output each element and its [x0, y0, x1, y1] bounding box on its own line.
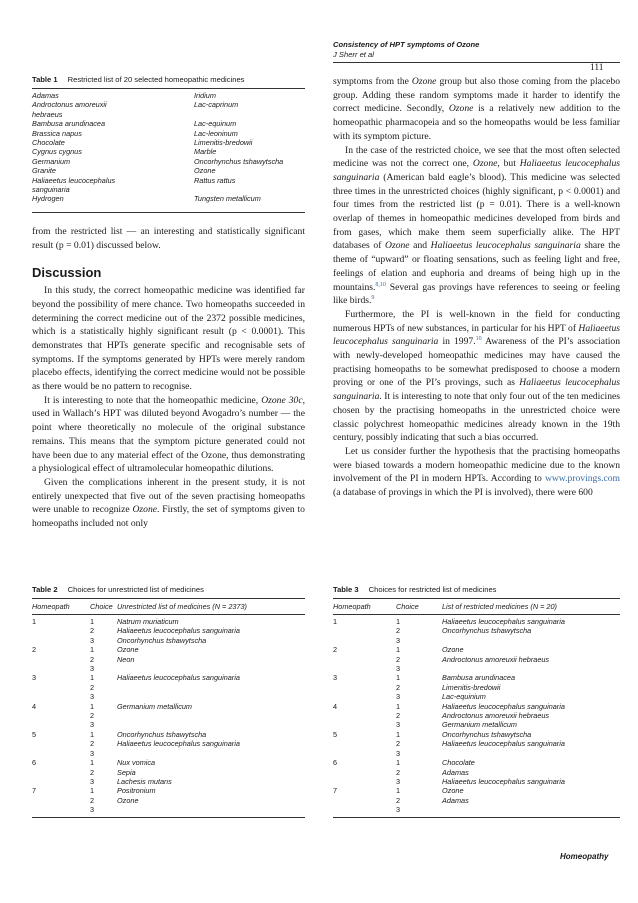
cell-medicine: Androctonus amoreuxii hebraeus: [442, 654, 550, 664]
cell-choice: 2: [90, 711, 95, 721]
cell-medicine: Adamas: [442, 795, 469, 805]
cell-homeopath: [32, 711, 90, 720]
cell-homeopath: [333, 749, 396, 758]
cell-homeopath: [32, 636, 90, 645]
cell-choice: 2: [396, 654, 401, 664]
table2-header-list: Unrestricted list of medicines (N = 2373): [117, 602, 247, 611]
table1-entry: Germanium: [32, 156, 71, 166]
table2-header-rule: [32, 614, 305, 615]
cell-choice: 2: [90, 795, 95, 805]
section-heading-discussion: Discussion: [32, 265, 102, 281]
paragraph-right-2: In the case of the restricted choice, we see that the most often selected medicine was not the correct one, Ozone, but Haliaeetus leucocephalus sanguinaria (American bald eagle’s blood). This medicine was selected three times in the unrestricted choices (highly significant, p < 0.0001) and four times from the restricted list (p = 0.01). There is a well-known overlap of themes in homeopathic medicines developed from birds and from gases, which make them seem superficially alike. The HPT databases of Ozone and Haliaeetus leucocephalus sanguinaria share the theme of “upward” or floating sensations, such as feeling light and free, feelings of elation and euphoria and dreams of being high up in the mountains.$^{8,10}$ Several gas provings have references to seeing or feeling like birds.$^9$: [333, 144, 620, 307]
table1-entry: Lac-equinum: [194, 119, 237, 129]
paragraph-intro: from the restricted list — an interesting and statistically significant result (p = 0.01) discussed below.: [32, 226, 305, 251]
table3-caption-text: Choices for restricted list of medicines: [368, 585, 497, 594]
table3-body: [333, 617, 620, 815]
cell-medicine: Germanium metallicum: [442, 720, 518, 730]
table3-header-list: List of restricted medicines (N = 20): [442, 602, 557, 611]
table-row: [32, 796, 305, 805]
paragraph-right-4: Let us consider further the hypothesis that the practising homeopaths were biased towards a modern homeopathic medicine due to the known involvement of the PI in modern HPTs. According to www.provings.com (a database of provings in which the PI is involved), there were 600: [333, 445, 620, 499]
cell-choice: 3: [396, 664, 401, 674]
cell-homeopath: [32, 720, 90, 729]
reference-9[interactable]: 9: [371, 295, 375, 302]
cell-medicine: [117, 683, 305, 692]
cell-homeopath: 5: [333, 729, 338, 739]
table1-top-rule: [32, 88, 305, 89]
table-row: [32, 673, 305, 682]
table-row: [32, 617, 305, 626]
cell-homeopath: [32, 692, 90, 701]
cell-choice: 3: [90, 692, 95, 702]
cell-medicine: Oncorhynchus tshawytscha: [117, 729, 207, 739]
cell-choice: 1: [90, 645, 95, 655]
table1-entry: Lac-leoninum: [194, 128, 238, 138]
cell-choice: 2: [396, 711, 401, 721]
table1-entry: [194, 185, 304, 194]
table-row: [333, 645, 620, 654]
cell-medicine: Oncorhynchus tshawytscha: [442, 729, 532, 739]
running-head-authors: J Sherr et al: [333, 50, 374, 59]
table1-entry: Brassica napus: [32, 128, 82, 138]
cell-homeopath: [333, 711, 396, 720]
cell-homeopath: 6: [333, 758, 338, 768]
table2-caption: [32, 585, 204, 594]
cell-choice: 1: [396, 758, 401, 768]
cell-choice: 1: [90, 617, 95, 626]
paragraph-discussion-2: It is interesting to note that the homeopathic medicine, Ozone 30c, used in Wallach’s HPT was diluted beyond Avogadro’s number — the point where theoretically no molecule of the original substance remains. This means that the symptom picture generated could not have been due to any material effect of the Ozone, thus demonstrating a physiological effect of ultramolecular homeopathic dilutions.: [32, 394, 306, 475]
table2-header-choice: Choice: [90, 602, 113, 611]
cell-medicine: Ozone: [117, 645, 139, 655]
cell-homeopath: 4: [32, 701, 37, 711]
table1-entry: Iridium: [194, 91, 216, 100]
table1-entry: Oncorhynchus tshawytscha: [194, 156, 284, 166]
cell-homeopath: [333, 796, 396, 805]
table-row: [333, 749, 620, 758]
table-row: [333, 739, 620, 748]
cell-medicine: Bambusa arundinacea: [442, 673, 516, 683]
cell-choice: 3: [396, 805, 401, 815]
table-row: [333, 730, 620, 739]
cell-homeopath: 6: [32, 758, 37, 768]
cell-homeopath: 7: [32, 786, 37, 796]
table-row: [32, 758, 305, 767]
cell-homeopath: [333, 805, 396, 814]
cell-homeopath: [333, 692, 396, 701]
table-row: [333, 617, 620, 626]
cell-choice: 2: [396, 739, 401, 749]
table-row: [333, 768, 620, 777]
cell-choice: 2: [90, 767, 95, 777]
cell-homeopath: [32, 768, 90, 777]
cell-choice: 3: [396, 720, 401, 730]
cell-homeopath: [32, 739, 90, 748]
cell-homeopath: 2: [32, 645, 37, 655]
table2-header-homeopath: Homeopath: [32, 602, 70, 611]
paragraph-discussion-3: Given the complications inherent in the present study, it is not entirely unexpected that five out of the seven practising homeopaths were unable to recognize Ozone. Firstly, the set of symptoms given to homeopaths included not only: [32, 476, 305, 530]
table1-entry: Hydrogen: [32, 194, 64, 204]
table-row: [333, 777, 620, 786]
cell-medicine: Natrum muriaticum: [117, 617, 179, 626]
cell-choice: 1: [396, 673, 401, 683]
cell-homeopath: [333, 768, 396, 777]
table3-bottom-rule: [333, 817, 620, 818]
table2-caption-text: Choices for unrestricted list of medicines: [67, 585, 204, 594]
table2-top-rule: [32, 598, 305, 599]
table3-label: Table 3: [333, 585, 359, 594]
table1-entry: Adamas: [32, 91, 59, 100]
cell-homeopath: [333, 683, 396, 692]
cell-medicine: [442, 636, 620, 645]
page-number: 111: [590, 63, 604, 73]
paragraph-right-1: symptoms from the Ozone group but also those coming from the placebo group. Adding these random symptoms made it harder to identify the correct medicine. Secondly, Ozone is a relatively new addition to the homeopathic pharmacopeia and so the homeopaths would be less familiar with its symptom picture.: [333, 76, 621, 142]
cell-homeopath: 7: [333, 786, 338, 796]
table1-entry: Granite: [32, 166, 56, 176]
cell-choice: 1: [90, 729, 95, 739]
left-column: [32, 225, 305, 531]
table-row: [333, 758, 620, 767]
table-row: [32, 636, 305, 645]
cell-homeopath: [32, 796, 90, 805]
table-row: [333, 626, 620, 635]
cell-homeopath: [333, 655, 396, 664]
cell-medicine: Ozone: [442, 645, 464, 655]
table2: [32, 602, 305, 611]
table2-label: Table 2: [32, 585, 58, 594]
table1-entry: [194, 110, 304, 119]
table1-caption-text: Restricted list of 20 selected homeopathic medicines: [67, 75, 245, 84]
table3-header-rule: [333, 614, 620, 615]
cell-medicine: Chocolate: [442, 758, 475, 768]
cell-medicine: Limenitis-bredowii: [442, 682, 501, 692]
cell-choice: 3: [90, 805, 95, 815]
cell-medicine: [442, 749, 620, 758]
table-row: [32, 730, 305, 739]
table-row: [333, 720, 620, 729]
cell-homeopath: 1: [333, 617, 338, 626]
table1-entry: Bambusa arundinacea: [32, 119, 106, 129]
cell-homeopath: [333, 720, 396, 729]
table3-header-homeopath: Homeopath: [333, 602, 371, 611]
cell-choice: 1: [90, 786, 95, 796]
table-row: [333, 805, 620, 814]
table-row: [32, 702, 305, 711]
cell-choice: 1: [396, 701, 401, 711]
reference-8-10[interactable]: 8,10: [375, 281, 386, 288]
cell-medicine: Sepia: [117, 767, 136, 777]
table1-entry: sanguinaria: [32, 185, 70, 195]
table-row: [333, 711, 620, 720]
table1-entry: Cygnus cygnus: [32, 147, 82, 157]
cell-choice: 3: [90, 664, 95, 674]
table-row: [333, 786, 620, 795]
table1-bottom-rule: [32, 212, 305, 213]
cell-medicine: Oncorhynchus tshawytscha: [442, 626, 532, 636]
cell-homeopath: [32, 655, 90, 664]
cell-homeopath: 1: [32, 617, 37, 626]
table3-header-row: [333, 602, 620, 611]
cell-choice: 2: [90, 654, 95, 664]
table1-label: Table 1: [32, 75, 58, 84]
table-row: [32, 626, 305, 635]
paragraph-discussion-1: In this study, the correct homeopathic medicine was identified far beyond the possibility of mere chance. Two homeopaths succeeded in determining the correct medicine out of the 2372 possible medicines, which is a statistically highly significant result (p < 0.0001). This demonstrates that HPTs generate specific and recognisable sets of symptoms. If the symptoms generated by HPTs were merely random placebo effects, identifying the correct medicine would not be possible as there would be no pattern to recognise.: [32, 285, 305, 393]
table1-entry: Rattus rattus: [194, 175, 236, 185]
reference-10[interactable]: 10: [475, 336, 482, 343]
table-row: [32, 664, 305, 673]
cell-homeopath: [333, 664, 396, 673]
cell-choice: 3: [90, 748, 95, 758]
cell-choice: 1: [396, 617, 401, 626]
cell-homeopath: [333, 626, 396, 635]
table1-entry: Tungsten metallicum: [194, 194, 261, 204]
cell-choice: 3: [90, 635, 95, 645]
cell-medicine: Lac-equinium: [442, 692, 486, 702]
cell-medicine: Androctonus amoreuxii hebraeus: [442, 711, 550, 721]
cell-choice: 3: [90, 776, 95, 786]
cell-choice: 2: [90, 626, 95, 636]
header-rule: [333, 62, 620, 63]
cell-choice: 2: [90, 739, 95, 749]
table-row: [32, 645, 305, 654]
table-row: [32, 768, 305, 777]
cell-choice: 1: [90, 673, 95, 683]
table-row: [333, 702, 620, 711]
cell-homeopath: [333, 777, 396, 786]
cell-homeopath: 3: [32, 673, 37, 683]
cell-medicine: [442, 664, 620, 673]
cell-medicine: [442, 805, 620, 814]
running-head: [333, 40, 479, 60]
table-row: [32, 749, 305, 758]
cell-choice: 2: [396, 682, 401, 692]
cell-medicine: Oncorhynchus tshawytscha: [117, 635, 207, 645]
cell-medicine: [117, 805, 305, 814]
cell-medicine: Haliaeetus leucocephalus sanguinaria: [117, 739, 240, 749]
table1-entry: Chocolate: [32, 138, 65, 148]
table1-entry: Lac-caprinum: [194, 100, 239, 110]
cell-homeopath: [333, 636, 396, 645]
cell-medicine: [117, 711, 305, 720]
cell-homeopath: [32, 777, 90, 786]
table-row: [333, 796, 620, 805]
cell-choice: 3: [396, 748, 401, 758]
cell-medicine: Adamas: [442, 767, 469, 777]
right-column: [333, 75, 620, 500]
cell-choice: 1: [90, 701, 95, 711]
cell-medicine: Haliaeetus leucocephalus sanguinaria: [442, 776, 565, 786]
cell-medicine: [117, 720, 305, 729]
provings-link[interactable]: www.provings.com: [544, 473, 620, 485]
cell-homeopath: 3: [333, 673, 338, 683]
cell-medicine: Germanium metallicum: [117, 701, 193, 711]
table1-entry: Limenitis-bredowii: [194, 138, 253, 148]
table1-left-column: [32, 91, 192, 204]
table3-caption: [333, 585, 496, 594]
table2-header-row: [32, 602, 305, 611]
cell-homeopath: 4: [333, 701, 338, 711]
paragraph-right-3: Furthermore, the PI is well-known in the field for conducting numerous HPTs of new substances, in particular for his HPT of Haliaeetus leucocephalus sanguinaria in 1997.10 Awareness of the PI’s association with newly-developed homeopathic medicines may have caused the practising homeopaths to be somewhat predisposed to choose a modern proving or one of the PI’s provings, such as Haliaeetus leucocephalus sanguinaria. It is interesting to note that only four out of the ten medicines chosen by the practising homeopaths in the unrestricted choice were classic polychrest homeopathic medicines already known in the 19th century, possibly indicating that such a bias occurred.: [333, 308, 620, 444]
cell-choice: 1: [90, 758, 95, 768]
cell-choice: 2: [90, 682, 95, 692]
cell-choice: 3: [396, 692, 401, 702]
journal-footer: Homeopathy: [560, 852, 609, 861]
table3-header-choice: Choice: [396, 602, 419, 611]
table-row: [333, 655, 620, 664]
table1-right-column: [194, 91, 304, 204]
cell-choice: 1: [396, 645, 401, 655]
running-head-title: Consistency of HPT symptoms of Ozone: [333, 40, 480, 49]
cell-homeopath: [32, 664, 90, 673]
cell-choice: 1: [396, 729, 401, 739]
cell-medicine: Haliaeetus leucocephalus sanguinaria: [117, 626, 240, 636]
cell-medicine: Haliaeetus leucocephalus sanguinaria: [442, 701, 565, 711]
cell-medicine: Lachesis mutans: [117, 776, 172, 786]
table-row: [32, 805, 305, 814]
table-row: [32, 692, 305, 701]
table-row: [333, 636, 620, 645]
cell-medicine: [117, 664, 305, 673]
table-row: [32, 739, 305, 748]
cell-homeopath: [32, 805, 90, 814]
cell-choice: 1: [396, 786, 401, 796]
cell-choice: 2: [396, 767, 401, 777]
table-row: [32, 786, 305, 795]
cell-homeopath: 5: [32, 729, 37, 739]
table1-entry: Ozone: [194, 166, 216, 176]
table1-entry: hebraeus: [32, 109, 63, 119]
table2-bottom-rule: [32, 817, 305, 818]
table3: [333, 602, 620, 611]
cell-homeopath: [32, 626, 90, 635]
cell-medicine: Ozone: [117, 795, 139, 805]
cell-choice: 2: [396, 795, 401, 805]
table-row: [32, 777, 305, 786]
cell-medicine: Nux vomica: [117, 758, 156, 768]
table3-top-rule: [333, 598, 620, 599]
cell-homeopath: 2: [333, 645, 338, 655]
cell-homeopath: [32, 749, 90, 758]
table1-entry: Androctonus amoreuxii: [32, 100, 107, 110]
table2-body: [32, 617, 305, 815]
table-row: [32, 720, 305, 729]
table-row: [32, 683, 305, 692]
table-row: [32, 711, 305, 720]
cell-choice: 3: [396, 635, 401, 645]
cell-homeopath: [333, 739, 396, 748]
table-row: [32, 655, 305, 664]
table1-caption: [32, 75, 244, 84]
table-row: [333, 673, 620, 682]
table-row: [333, 664, 620, 673]
cell-medicine: Haliaeetus leucocephalus sanguinaria: [442, 617, 565, 626]
cell-medicine: Positronium: [117, 786, 156, 796]
table1-entry: Haliaeetus leucocephalus: [32, 175, 116, 185]
cell-homeopath: [32, 683, 90, 692]
table-row: [333, 692, 620, 701]
cell-medicine: Ozone: [442, 786, 464, 796]
cell-choice: 2: [396, 626, 401, 636]
cell-medicine: [117, 692, 305, 701]
cell-choice: 3: [396, 776, 401, 786]
cell-medicine: Neon: [117, 654, 135, 664]
cell-medicine: Haliaeetus leucocephalus sanguinaria: [117, 673, 240, 683]
cell-choice: 3: [90, 720, 95, 730]
table-row: [333, 683, 620, 692]
cell-medicine: [117, 749, 305, 758]
table1-entry: Marble: [194, 147, 217, 157]
cell-medicine: Haliaeetus leucocephalus sanguinaria: [442, 739, 565, 749]
